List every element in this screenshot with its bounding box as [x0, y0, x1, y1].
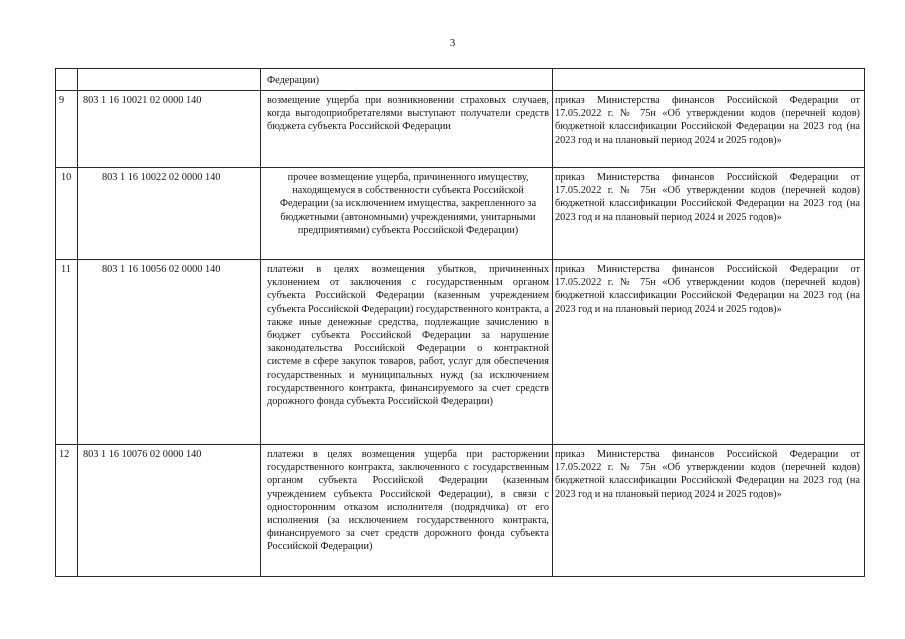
budget-code-text: 803 1 16 10076 02 0000 140	[83, 449, 202, 460]
row-number	[56, 168, 78, 260]
revenue-name	[261, 91, 553, 168]
revenue-name	[261, 260, 553, 445]
legal-basis	[553, 91, 865, 168]
budget-code	[78, 260, 261, 445]
cell-num	[56, 69, 78, 91]
row-number	[56, 260, 78, 445]
budget-code	[78, 445, 261, 577]
budget-code	[78, 168, 261, 260]
budget-code	[78, 91, 261, 168]
row-number	[56, 91, 78, 168]
cell-code	[78, 69, 261, 91]
cell-name	[261, 69, 553, 91]
table-row	[56, 260, 865, 445]
legal-basis-text: приказ Министерства финансов Российской Федерации от 17.05.2022 г. № 75н «Об утверждении кодов (перечней кодов) бюджетной классификации Российской Федерации на 2023 год (на 2023 год и на плановый период 2024 и 2025 годов)»	[555, 449, 860, 500]
revenue-name-text: платежи в целях возмещения ущерба при расторжении государственного контракта, заключенного с государственным органом субъекта Российской Федерации (казенным учреждением субъекта Российской Федерации), в связи с односторонним отказом исполнителя (подрядчика) от его исполнения (за исключением государственного контракта, финансируемого за счет средств дорожного фонда субъекта Российской Федерации)	[267, 449, 549, 553]
row-number-text: 9	[59, 95, 65, 106]
table-row	[56, 168, 865, 260]
row-number-text: 12	[59, 449, 70, 460]
revenue-name-text: прочее возмещение ущерба, причиненного имуществу, находящемуся в собственности субъекта Российской Федерации (за исключением имущества, закрепленного за бюджетными (автономными) учреждениями, унитарными предприятиями) субъекта Российской Федерации)	[279, 172, 537, 236]
revenue-name	[261, 445, 553, 577]
legal-basis	[553, 168, 865, 260]
page-number: 3	[449, 37, 456, 49]
revenue-name-text: платежи в целях возмещения убытков, причиненных уклонением от заключения с государственным органом субъекта Российской Федерации (казенным учреждением субъекта Российской Федерации) государственного контракта, а также иные денежные средства, подлежащие зачислению в бюджет субъекта Российской Федерации за нарушение законодательства Российской Федерации о контрактной системе в сфере закупок товаров, работ, услуг для обеспечения государственных и муниципальных нужд (за исключением государственного контракта, финансируемого за счет средств дорожного фонда субъекта Российской Федерации)	[267, 264, 549, 408]
revenue-name	[261, 168, 553, 260]
row-number-text: 10	[61, 172, 72, 183]
table-row-continuation	[56, 69, 865, 91]
table-row	[56, 91, 865, 168]
legal-basis-text: приказ Министерства финансов Российской Федерации от 17.05.2022 г. № 75н «Об утверждении кодов (перечней кодов) бюджетной классификации Российской Федерации на 2023 год (на 2023 год и на плановый период 2024 и 2025 годов)»	[555, 172, 860, 223]
legal-basis-text: приказ Министерства финансов Российской Федерации от 17.05.2022 г. № 75н «Об утверждении кодов (перечней кодов) бюджетной классификации Российской Федерации на 2023 год (на 2023 год и на плановый период 2024 и 2025 годов)»	[555, 95, 860, 146]
continuation-text: Федерации)	[267, 75, 320, 86]
table-row	[56, 445, 865, 577]
row-number	[56, 445, 78, 577]
budget-code-text: 803 1 16 10022 02 0000 140	[102, 172, 221, 183]
budget-code-text: 803 1 16 10056 02 0000 140	[102, 264, 221, 275]
legal-basis-text: приказ Министерства финансов Российской Федерации от 17.05.2022 г. № 75н «Об утверждении кодов (перечней кодов) бюджетной классификации Российской Федерации на 2023 год (на 2023 год и на плановый период 2024 и 2025 годов)»	[555, 264, 860, 315]
cell-basis	[553, 69, 865, 91]
legal-basis	[553, 445, 865, 577]
revenue-name-text: возмещение ущерба при возникновении страховых случаев, когда выгодоприобретателями выступают получатели средств бюджета субъекта Российской Федерации	[267, 95, 549, 133]
legal-basis	[553, 260, 865, 445]
budget-codes-table	[55, 68, 865, 577]
row-number-text: 11	[61, 264, 71, 275]
budget-code-text: 803 1 16 10021 02 0000 140	[83, 95, 202, 106]
